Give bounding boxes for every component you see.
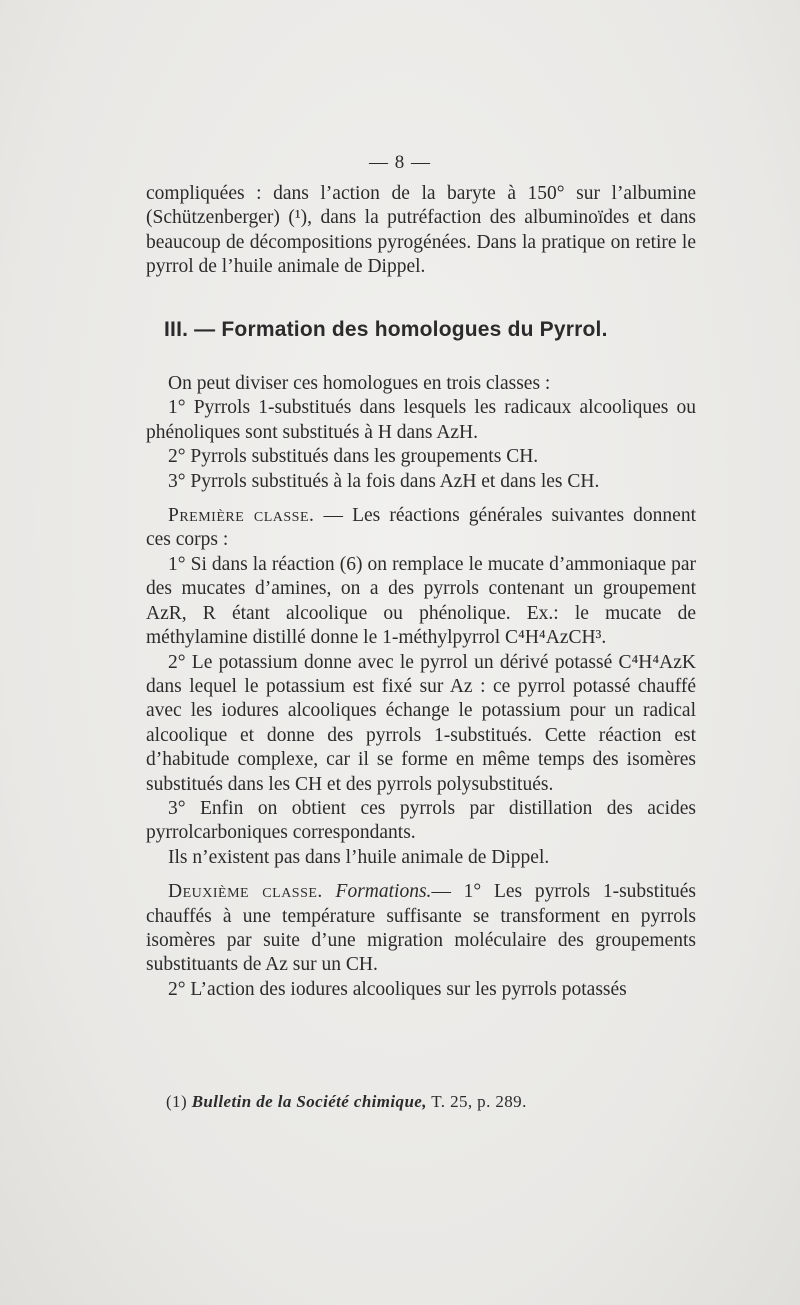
first-class-item-2: 2° Le potassium donne avec le pyrrol un dérivé potassé C⁴H⁴AzK dans lequel le potassium est fixé sur Az : ce pyrrol potassé chauffé avec les iodures alcooliques échange le potassium pour un radical alcoolique et donne des pyrrols 1-substitués. Cette réaction est d’habitude complexe, car il se forme en même temps des isomères substitués dans les CH et des pyrrols polysubstitués. <box>146 651 696 795</box>
first-class-label: Première classe. <box>168 505 315 527</box>
footnote-title: Bulletin de la Société chimique, <box>191 1092 427 1111</box>
section-heading: III. — Formation des homologues du Pyrrol. <box>164 317 608 341</box>
class-list-item-3: 3° Pyrrols substitués à la fois dans AzH et dans les CH. <box>168 470 600 492</box>
page-body <box>146 182 696 1002</box>
first-class-note: Ils n’existent pas dans l’huile animale de Dippel. <box>168 846 550 868</box>
class-list-item-1: 1° Pyrrols 1-substitués dans lesquels les radicaux alcooliques ou phénoliques sont substitués à H dans AzH. <box>146 397 696 443</box>
second-class-paragraph <box>146 880 696 978</box>
second-class-label: Deuxième classe. <box>168 881 323 903</box>
classes-intro: On peut diviser ces homologues en trois classes : <box>168 373 551 395</box>
first-class-item-3: 3° Enfin on obtient ces pyrrols par distillation des acides pyrrolcarboniques correspondants. <box>146 797 696 844</box>
footnote <box>166 1092 706 1112</box>
page-number: — 8 — <box>369 152 431 173</box>
intro-paragraph: compliquées : dans l’action de la baryte à 150° sur l’albumine (Schützenberger) (¹), dans la putréfaction des albuminoïdes et dans beaucoup de décompositions pyrogénées. Dans la pratique on retire le pyrrol de l’huile animale de Dippel. <box>146 183 696 278</box>
first-class-paragraph <box>146 504 696 553</box>
class-list-item-2: 2° Pyrrols substitués dans les groupements CH. <box>168 446 539 468</box>
second-class-subtitle: Formations. <box>335 881 432 903</box>
second-class-item-2: 2° L’action des iodures alcooliques sur les pyrrols potassés <box>168 978 627 1000</box>
first-class-item-1: 1° Si dans la réaction (6) on remplace le mucate d’ammoniaque par des mucates d’amines, on a des pyrrols contenant un groupement AzR, R étant alcoolique ou phénolique. Ex.: le mucate de méthylamine distillé donne le 1-méthylpyrrol C⁴H⁴AzCH³. <box>146 553 696 649</box>
footnote-marker: (1) <box>166 1092 188 1111</box>
first-class-lead: — Les réactions générales suivantes donnent ces corps : <box>146 505 696 551</box>
footnote-ref: T. 25, p. 289. <box>426 1092 527 1111</box>
second-class-lead: — 1° Les pyrrols 1-substitués chauffés à une température suffisante se transforment en pyrrols isomères par suite d’une migration moléculaire des groupements substituants de Az sur un CH. <box>146 881 696 976</box>
